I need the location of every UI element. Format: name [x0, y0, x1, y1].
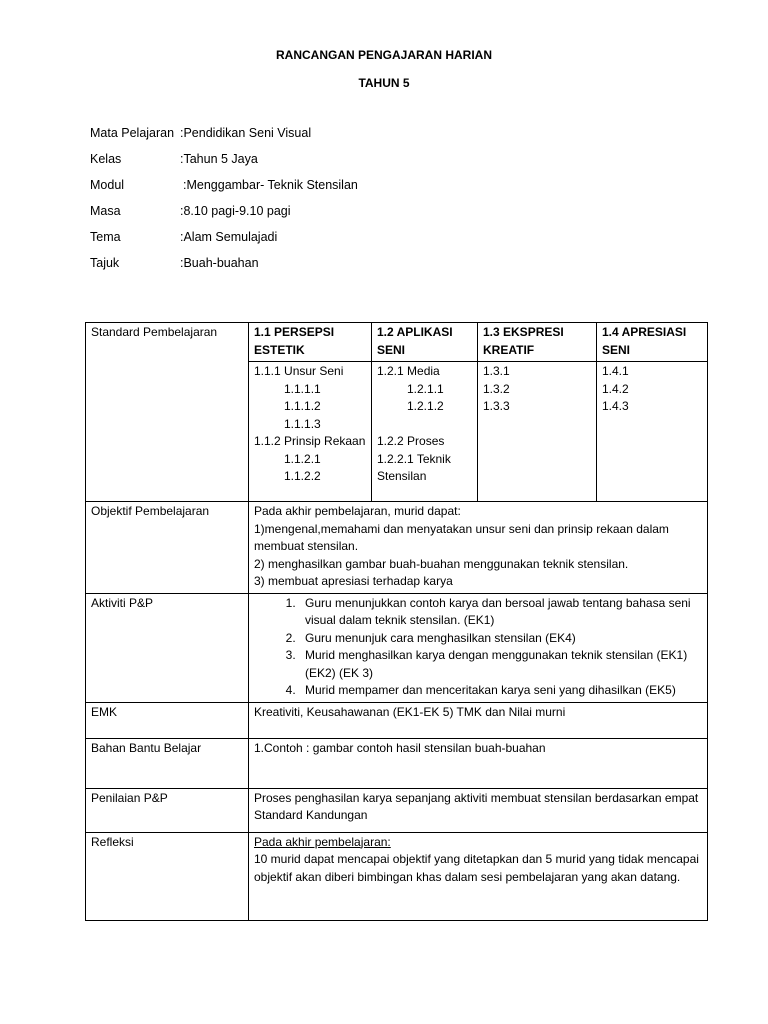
document-subtitle: TAHUN 5	[358, 76, 410, 90]
list-item: 1.2.1.2	[407, 399, 444, 413]
info-label: Mata Pelajaran	[90, 126, 175, 140]
list-item: 1.2.2 Proses	[377, 434, 445, 448]
list-item: 1.2.2.1 Teknik Stensilan	[377, 451, 451, 483]
lesson-plan-table	[85, 322, 708, 921]
info-value: :Alam Semulajadi	[180, 230, 278, 244]
list-item: 1.1.2.2	[284, 469, 321, 483]
list-item: 1.1.1 Unsur Seni	[254, 364, 344, 378]
table-row	[86, 593, 708, 702]
info-value: :Menggambar- Teknik Stensilan	[183, 178, 358, 192]
aktiviti-content	[249, 593, 708, 702]
emk-content: Kreativiti, Keusahawanan (EK1-EK 5) TMK dan Nilai murni	[249, 702, 708, 738]
list-item: 1.3.2	[483, 381, 510, 396]
info-value: :Buah-buahan	[180, 256, 259, 270]
refleksi-label: Refleksi	[86, 832, 249, 920]
standard-col1-head: 1.1 PERSEPSI ESTETIK	[249, 323, 372, 362]
info-row-tema	[90, 230, 278, 244]
table-row	[86, 702, 708, 738]
info-label: Kelas	[90, 152, 122, 166]
info-label: Modul	[90, 178, 125, 192]
table-row	[86, 832, 708, 920]
standard-col2-items	[372, 362, 478, 502]
list-item: 1.1.1.1	[284, 381, 321, 396]
bahan-content: 1.Contoh : gambar contoh hasil stensilan buah-buahan	[249, 738, 708, 788]
info-row-tajuk	[90, 256, 259, 270]
info-value: :Tahun 5 Jaya	[180, 152, 258, 166]
refleksi-heading: Pada akhir pembelajaran:	[254, 834, 391, 849]
info-label: Tajuk	[90, 256, 120, 270]
table-row	[86, 788, 708, 832]
list-item: 2) menghasilkan gambar buah-buahan menggunakan teknik stensilan.	[254, 556, 629, 571]
table-row	[86, 502, 708, 594]
standard-col4-head: 1.4 APRESIASI SENI	[597, 323, 708, 362]
penilaian-content: Proses penghasilan karya sepanjang aktiviti membuat stensilan berdasarkan empat Standard Kandungan	[249, 788, 708, 832]
penilaian-label: Penilaian P&P	[86, 788, 249, 832]
refleksi-content	[249, 832, 708, 920]
info-label: Masa	[90, 204, 121, 218]
list-item: 2. Guru menunjuk cara menghasilkan stensilan (EK4)	[299, 630, 702, 648]
list-item: 1.1.2.1	[284, 451, 321, 466]
standard-col3-head: 1.3 EKSPRESI KREATIF	[478, 323, 597, 362]
info-row-masa	[90, 204, 291, 218]
list-item: 1.4.2	[602, 381, 629, 396]
info-row-modul	[90, 178, 358, 192]
standard-col3-items	[478, 362, 597, 502]
info-label: Tema	[90, 230, 121, 244]
emk-label: EMK	[86, 702, 249, 738]
bahan-label: Bahan Bantu Belajar	[86, 738, 249, 788]
info-row-kelas	[90, 152, 258, 166]
refleksi-text: 10 murid dapat mencapai objektif yang ditetapkan dan 5 murid yang tidak mencapai objektif akan diberi bimbingan khas dalam sesi pembelajaran yang akan datang.	[254, 852, 699, 884]
list-item: 1.4.3	[602, 399, 629, 413]
info-row-mata-pelajaran	[90, 126, 312, 140]
objektif-content	[249, 502, 708, 594]
table-row	[86, 738, 708, 788]
list-item: 3. Murid menghasilkan karya dengan menggunakan teknik stensilan (EK1) (EK2) (EK 3)	[299, 647, 702, 682]
objektif-label: Objektif Pembelajaran	[86, 502, 249, 594]
standard-col4-items	[597, 362, 708, 502]
table-row	[86, 323, 708, 362]
list-item: 4. Murid mempamer dan menceritakan karya seni yang dihasilkan (EK5)	[299, 682, 702, 700]
list-item: 1.1.1.2	[284, 399, 321, 413]
list-item: 1.1.2 Prinsip Rekaan	[254, 434, 366, 448]
info-value: :Pendidikan Seni Visual	[180, 126, 312, 140]
list-item	[377, 416, 472, 434]
list-item: 1.3.3	[483, 399, 510, 413]
standard-col1-items	[249, 362, 372, 502]
list-item: 1.2.1.1	[407, 381, 444, 396]
list-item: 1)mengenal,memahami dan menyatakan unsur seni dan prinsip rekaan dalam membuat stensilan.	[254, 521, 669, 553]
document-title: RANCANGAN PENGAJARAN HARIAN	[275, 48, 492, 62]
list-item: 1.4.1	[602, 364, 629, 378]
standard-label: Standard Pembelajaran	[86, 323, 249, 502]
list-item: 1. Guru menunjukkan contoh karya dan bersoal jawab tentang bahasa seni visual dalam teknik stensilan. (EK1)	[299, 595, 702, 630]
list-item: 1.1.1.3	[284, 416, 321, 431]
list-item: 1.2.1 Media	[377, 364, 440, 378]
aktiviti-label: Aktiviti P&P	[86, 593, 249, 702]
info-value: :8.10 pagi-9.10 pagi	[180, 204, 291, 218]
list-item: 1.3.1	[483, 364, 510, 378]
list-item: 3) membuat apresiasi terhadap karya	[254, 574, 453, 588]
list-item: Pada akhir pembelajaran, murid dapat:	[254, 504, 461, 518]
standard-col2-head: 1.2 APLIKASI SENI	[372, 323, 478, 362]
